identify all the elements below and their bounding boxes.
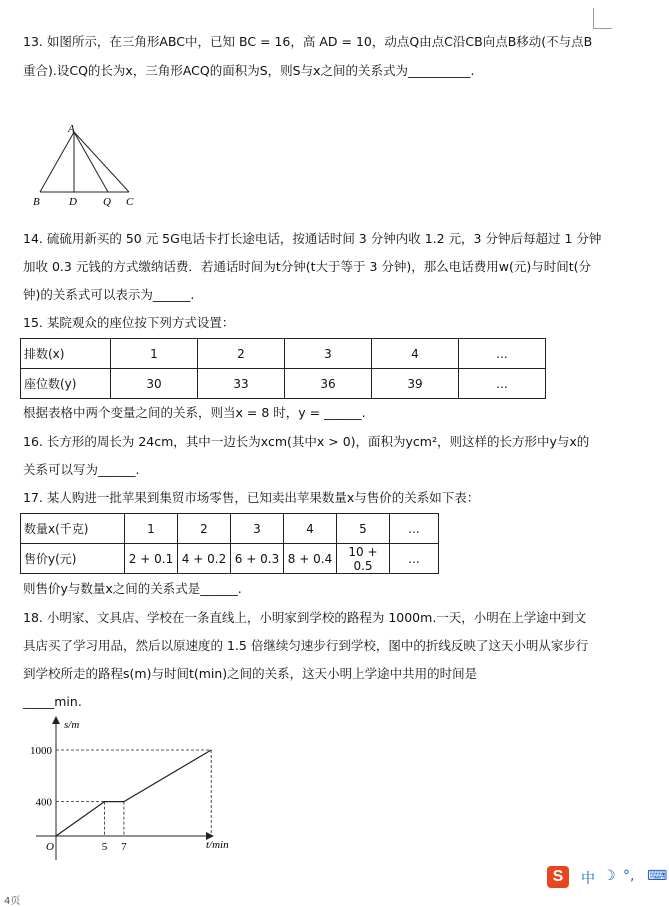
q17-cell: 4 [284, 514, 337, 544]
ime-lang-toggle[interactable]: 中 [581, 871, 595, 887]
q13-line1: 13. 如图所示，在三角形ABC中，已知 BC = 16，高 AD = 10，动点Q由点C沿CB向点B移动(不与点B [23, 34, 593, 49]
q16-line1: 16. 长方形的周长为 24cm，其中一边长为xcm(其中x > 0)，面积为ycm²，则这样的长方形中y与x的 [23, 434, 590, 449]
q17-cell: ... [390, 544, 439, 574]
q15-cell: 2 [198, 339, 285, 369]
q17-cell: 10 + 0.5 [337, 544, 390, 574]
q18-line2: 具店买了学习用品，然后以原速度的 1.5 倍继续匀速步行到学校，图中的折线反映了这天小明从家步行 [23, 638, 589, 653]
label-A: A [68, 123, 75, 135]
label-D: D [69, 196, 77, 208]
moon-icon[interactable]: ☽ [603, 868, 616, 884]
punctuation-icon[interactable]: °, [623, 868, 635, 884]
q15-cell: 39 [372, 369, 459, 399]
q17-cell: 数量x(千克) [21, 514, 125, 544]
page-corner-mark [593, 8, 612, 29]
x-tick-label: 5 [101, 841, 108, 853]
x-axis-label: t/min [206, 839, 229, 851]
q15-line1: 15. 某院观众的座位按下列方式设置： [23, 315, 235, 330]
q15-cell: 33 [198, 369, 285, 399]
y-tick-label: 1000 [30, 745, 52, 757]
q18-line4: _____min. [23, 694, 82, 709]
distance-time-chart [20, 712, 260, 862]
q15-cell: 座位数(y) [21, 369, 111, 399]
q14-line2: 加收 0.3 元钱的方式缴纳话费．若通话时间为t分钟(t大于等于 3 分钟)，那么电话费用w(元)与时间t(分 [23, 259, 592, 274]
x-tick-label: 7 [121, 841, 127, 853]
triangle-figure [28, 122, 148, 208]
q15-cell: 排数(x) [21, 339, 111, 369]
q17-line1: 17. 某人购进一批苹果到集贸市场零售，已知卖出苹果数量x与售价的关系如下表： [23, 490, 480, 505]
series-line [56, 750, 211, 836]
label-Q: Q [103, 196, 111, 208]
page-number: 4页 [4, 896, 21, 907]
q13-line2: 重合).设CQ的长为x，三角形ACQ的面积为S，则S与x之间的关系式为__________. [23, 63, 475, 78]
q17-cell: ... [390, 514, 439, 544]
origin-label: O [46, 841, 54, 853]
q16-line2: 关系可以写为______. [23, 462, 140, 477]
q17-cell: 2 [178, 514, 231, 544]
q17-cell: 6 + 0.3 [231, 544, 284, 574]
q17-cell: 5 [337, 514, 390, 544]
q14-line1: 14. 硫硫用新买的 50 元 5G电话卡打长途电话，按通话时间 3 分钟内收 1.2 元，3 分钟后每超过 1 分钟 [23, 231, 602, 246]
q14-line3: 钟)的关系式可以表示为______. [23, 287, 195, 302]
ime-toolbar[interactable] [547, 866, 667, 890]
q17-cell: 8 + 0.4 [284, 544, 337, 574]
q18-line1: 18. 小明家、文具店、学校在一条直线上，小明家到学校的路程为 1000m.一天，小明在上学途中到文 [23, 610, 587, 625]
keyboard-icon[interactable]: ⌨ [647, 868, 668, 884]
q15-table [20, 338, 546, 399]
q17-line2: 则售价y与数量x之间的关系式是______. [23, 581, 242, 596]
q17-cell: 2 + 0.1 [125, 544, 178, 574]
q17-cell: 售价y(元) [21, 544, 125, 574]
q15-cell: 3 [285, 339, 372, 369]
q15-cell: 30 [111, 369, 198, 399]
q17-table [20, 513, 439, 574]
sogou-logo-icon[interactable]: S [547, 866, 569, 888]
y-tick-label: 400 [35, 796, 52, 809]
label-C: C [126, 196, 134, 208]
q15-line2: 根据表格中两个变量之间的关系，则当x = 8 时，y = ______. [23, 405, 366, 420]
q17-cell: 4 + 0.2 [178, 544, 231, 574]
q15-cell: 36 [285, 369, 372, 399]
q17-cell: 3 [231, 514, 284, 544]
q17-cell: 1 [125, 514, 178, 544]
q15-cell: ... [459, 369, 546, 399]
q15-cell: 1 [111, 339, 198, 369]
label-B: B [33, 196, 40, 208]
q15-cell: 4 [372, 339, 459, 369]
q15-cell: ... [459, 339, 546, 369]
y-axis-label: s/m [64, 719, 80, 731]
q18-line3: 到学校所走的路程s(m)与时间t(min)之间的关系，这天小明上学途中共用的时间是 [23, 666, 478, 681]
